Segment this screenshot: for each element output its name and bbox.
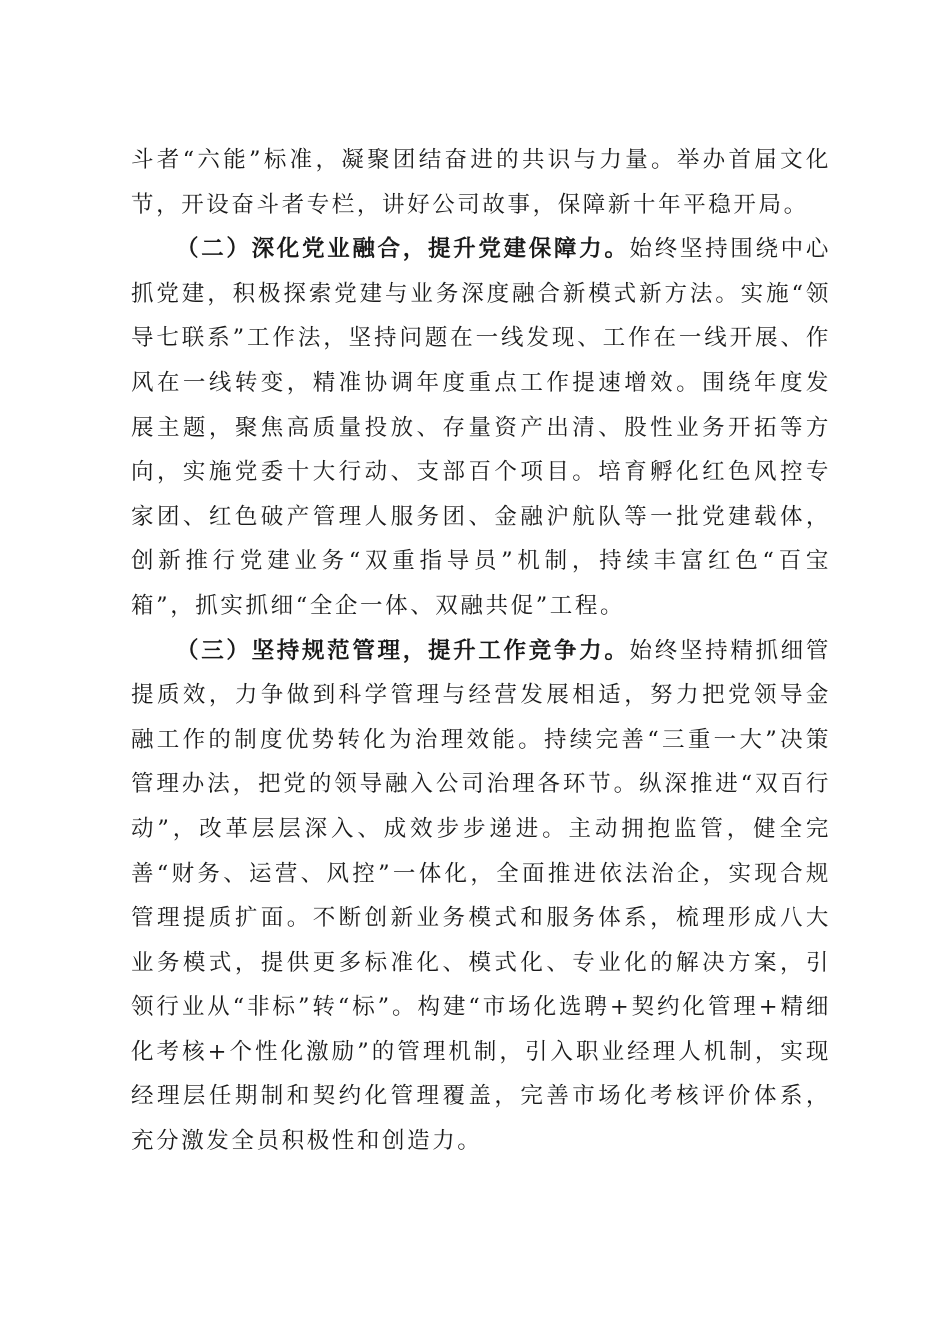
section-heading: （二）深化党业融合，提升党建保障力。 — [176, 236, 630, 263]
paragraph-text: 斗者“六能”标准，凝聚团结奋进的共识与力量。举办首届文化节，开设奋斗者专栏，讲好公司故事，保障新十年平稳开局。 — [131, 147, 831, 218]
paragraph-text: 始终坚持精抓细管提质效，力争做到科学管理与经营发展相适，努力把党领导金融工作的制度优势转化为治理效能。持续完善“三重一大”决策管理办法，把党的领导融入公司治理各环节。纵深推进“双百行动”，改革层层深入、成效步步递进。主动拥抱监管，健全完善“财务、运营、风控”一体化，全面推进依法治企，实现合规管理提质扩面。不断创新业务模式和服务体系，梳理形成八大业务模式，提供更多标准化、模式化、专业化的解决方案，引领行业从“非标”转“标”。构建“市场化选聘+契约化管理+精细化考核+个性化激励”的管理机制，引入职业经理人机制，实现经理层任期制和契约化管理覆盖，完善市场化考核评价体系，充分激发全员积极性和创造力。 — [131, 637, 831, 1155]
paragraph-section-2 — [131, 227, 831, 628]
paragraph-text: 始终坚持围绕中心抓党建，积极探索党建与业务深度融合新模式新方法。实施“领导七联系”工作法，坚持问题在一线发现、工作在一线开展、作风在一线转变，精准协调年度重点工作提速增效。围绕年度发展主题，聚焦高质量投放、存量资产出清、股性业务开拓等方向，实施党委十大行动、支部百个项目。培育孵化红色风控专家团、红色破产管理人服务团、金融沪航队等一批党建载体，创新推行党建业务“双重指导员”机制，持续丰富红色“百宝箱”，抓实抓细“全企一体、双融共促”工程。 — [131, 236, 831, 619]
document-body — [131, 138, 831, 1164]
section-heading: （三）坚持规范管理，提升工作竞争力。 — [176, 637, 630, 664]
paragraph-section-3 — [131, 629, 831, 1164]
paragraph-continuation — [131, 138, 831, 227]
